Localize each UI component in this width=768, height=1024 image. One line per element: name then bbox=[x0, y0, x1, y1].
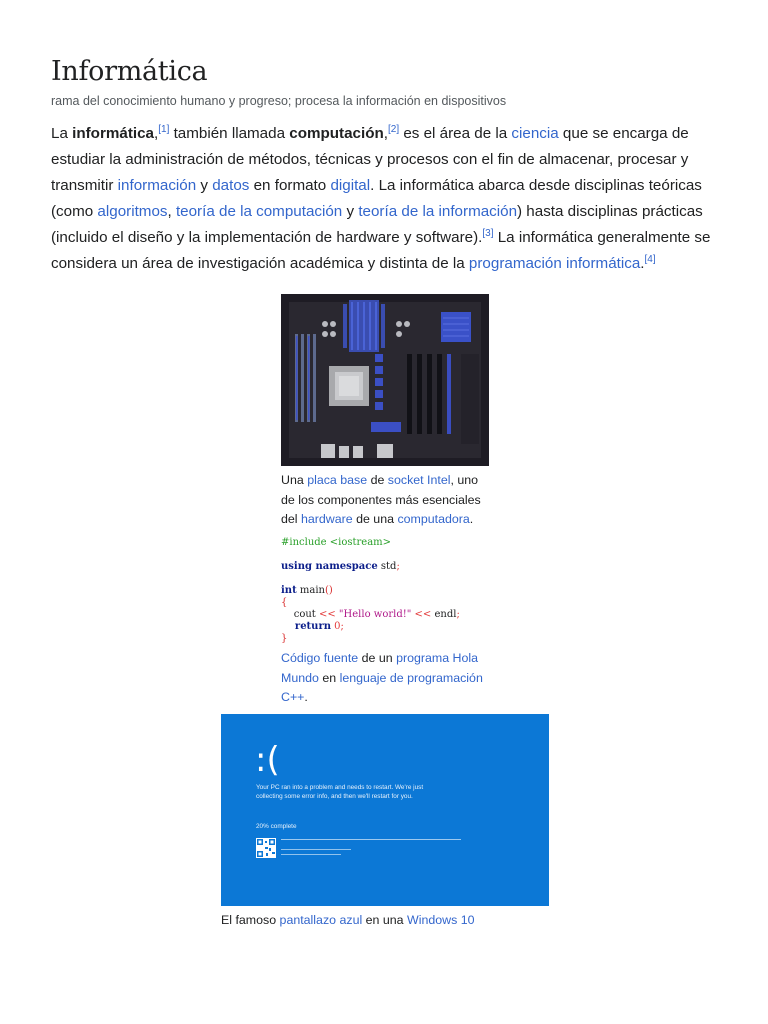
motherboard-image[interactable] bbox=[281, 294, 489, 466]
text: . bbox=[469, 512, 474, 526]
link-digital[interactable]: digital bbox=[330, 177, 371, 194]
code-string: "Hello world!" bbox=[335, 609, 415, 620]
link-teoria-computacion[interactable]: teoría de la computación bbox=[175, 203, 343, 220]
code-line-include bbox=[281, 537, 391, 549]
code-punct: ; bbox=[456, 609, 460, 620]
code-punct: ; bbox=[396, 561, 400, 572]
bold-term-computacion: computación bbox=[289, 125, 384, 142]
code-punct: { bbox=[281, 597, 288, 608]
link-placa-base[interactable]: placa base bbox=[307, 473, 368, 487]
code-punct: () bbox=[324, 585, 333, 596]
text: de bbox=[367, 473, 388, 487]
bsod-progress: 20% complete bbox=[256, 823, 297, 830]
lead-paragraph bbox=[51, 121, 723, 277]
link-computadora[interactable]: computadora bbox=[397, 512, 470, 526]
code-text: #include <iostream> bbox=[281, 537, 392, 548]
text: ) hasta disciplinas prácticas (incluido el diseño y la implementación de hardware y software). bbox=[51, 203, 703, 246]
text: La bbox=[51, 125, 73, 142]
text: en formato bbox=[249, 177, 331, 194]
bsod-info-line bbox=[281, 839, 461, 840]
bsod-image[interactable] bbox=[221, 714, 549, 906]
text: , uno de los componentes más esenciales del bbox=[281, 473, 481, 526]
code-text: std bbox=[377, 561, 397, 572]
code-caption bbox=[281, 649, 493, 708]
code-line-using bbox=[281, 561, 400, 573]
page-title: Informática bbox=[51, 56, 208, 87]
code-punct: ; bbox=[340, 621, 344, 632]
page-subtitle: rama del conocimiento humano y progreso; procesa la información en dispositivos bbox=[51, 94, 507, 108]
text: , bbox=[383, 125, 388, 142]
link-ciencia[interactable]: ciencia bbox=[511, 125, 559, 142]
link-algoritmos[interactable]: algoritmos bbox=[97, 203, 168, 220]
text: Una bbox=[281, 473, 308, 487]
code-keyword: using namespace bbox=[281, 561, 378, 572]
bsod-caption bbox=[221, 911, 561, 930]
code-line-main bbox=[281, 585, 333, 597]
text: en bbox=[318, 670, 340, 685]
link-informacion[interactable]: información bbox=[117, 177, 197, 194]
qr-code-icon bbox=[256, 838, 276, 858]
text: . bbox=[640, 255, 645, 272]
text: de un bbox=[358, 651, 397, 665]
text: . La informática abarca desde disciplinas teóricas (como bbox=[51, 177, 702, 220]
code-keyword: int bbox=[281, 585, 297, 596]
text: es el área de la bbox=[399, 125, 512, 142]
text: en una bbox=[362, 913, 408, 927]
text: El famoso bbox=[221, 913, 280, 927]
code-text: endl bbox=[431, 609, 457, 620]
text: , bbox=[154, 125, 159, 142]
link-lenguaje-cpp[interactable]: lenguaje de programación C++ bbox=[281, 670, 483, 704]
text: también llamada bbox=[169, 125, 290, 142]
code-text: main bbox=[296, 585, 325, 596]
code-line-return bbox=[281, 621, 344, 633]
bsod-info-line bbox=[281, 849, 351, 850]
code-line-close bbox=[281, 633, 287, 645]
link-codigo-fuente[interactable]: Código fuente bbox=[281, 651, 359, 665]
link-programacion-informatica[interactable]: programación informática bbox=[468, 255, 641, 272]
code-text: cout bbox=[281, 609, 319, 620]
bsod-message: Your PC ran into a problem and needs to restart. We're just collecting some error info, and then we'll restart for you. bbox=[256, 784, 424, 800]
link-datos[interactable]: datos bbox=[212, 177, 250, 194]
text: y bbox=[342, 203, 359, 220]
text: La informática generalmente se considera un área de investigación académica y distinta de la bbox=[51, 229, 711, 272]
bsod-info-line bbox=[281, 854, 341, 855]
reference-link-2[interactable]: [2] bbox=[388, 124, 400, 135]
code-operator: << bbox=[414, 609, 432, 620]
text: de una bbox=[352, 512, 398, 526]
text: , bbox=[167, 203, 176, 220]
text: . bbox=[304, 690, 308, 704]
code-sample-image[interactable] bbox=[281, 535, 493, 647]
link-windows-10[interactable]: Windows 10 bbox=[407, 913, 475, 927]
motherboard-caption bbox=[281, 471, 489, 530]
text: y bbox=[196, 177, 213, 194]
link-hardware[interactable]: hardware bbox=[300, 512, 353, 526]
link-socket-intel[interactable]: socket Intel bbox=[387, 473, 451, 487]
bold-term-informatica: informática bbox=[72, 125, 154, 142]
link-teoria-informacion[interactable]: teoría de la información bbox=[358, 203, 518, 220]
link-programa-hola-mundo[interactable]: programa Hola Mundo bbox=[281, 651, 479, 685]
sad-face: :( bbox=[255, 740, 280, 780]
text: que se encarga de estudiar la administración de métodos, técnicas y procesos con el fin de almacenar, procesar y transmitir bbox=[51, 125, 689, 194]
code-punct: } bbox=[281, 633, 288, 644]
figure-motherboard bbox=[281, 294, 489, 530]
code-operator: << bbox=[318, 609, 336, 620]
reference-link-3[interactable]: [3] bbox=[482, 228, 494, 239]
reference-link-4[interactable]: [4] bbox=[644, 254, 656, 265]
code-keyword: return bbox=[281, 621, 331, 632]
code-number: 0 bbox=[331, 621, 341, 632]
code-line-cout bbox=[281, 609, 460, 621]
code-line-open bbox=[281, 597, 287, 609]
reference-link-1[interactable]: [1] bbox=[158, 124, 170, 135]
link-pantallazo-azul[interactable]: pantallazo azul bbox=[279, 913, 363, 927]
